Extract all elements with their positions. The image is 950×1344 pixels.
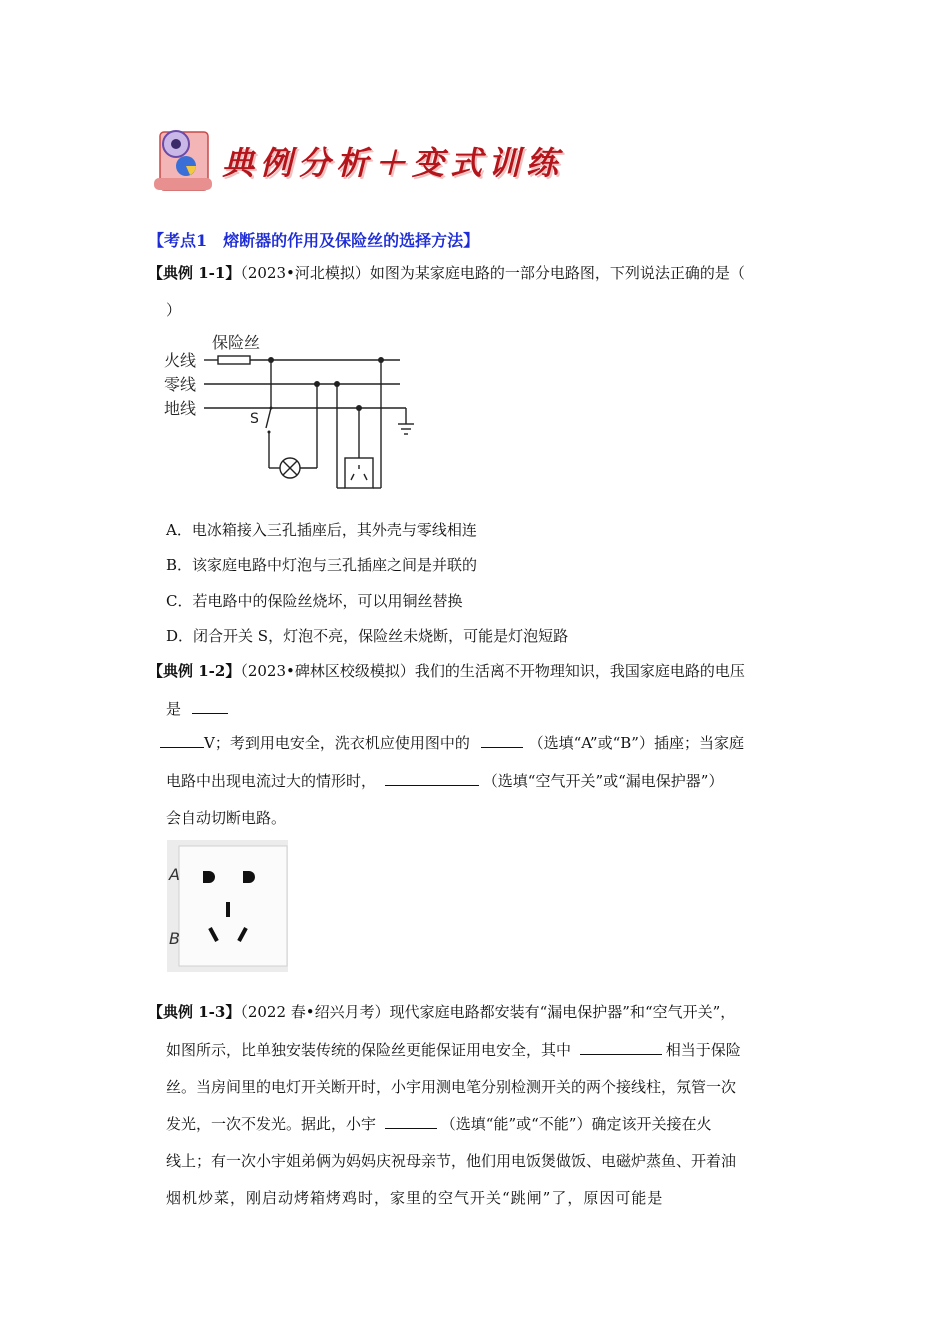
fuse-symbol: [218, 356, 250, 364]
ex2-line2: [166, 699, 228, 719]
ex3-line5: 线上；有一次小宇姐弟俩为妈妈庆祝母亲节，他们用电饭煲做饭、电磁炉蒸鱼、开着油: [166, 1152, 737, 1170]
live-wire-label: 火线: [164, 351, 197, 370]
ex1-tag: 【典例 1-1】: [148, 264, 241, 282]
ex2-line3: [160, 733, 744, 753]
ex1-close-paren: ）: [166, 301, 182, 319]
ex2-text5: 会自动切断电路。: [166, 809, 287, 827]
ex2-text3b: （选填“A”或“B”）插座；当家庭: [528, 734, 744, 752]
socket-photo: [167, 840, 288, 972]
ex3-tag: 【典例 1-3】: [148, 1003, 241, 1021]
ex2-source: （2023•碑林区校级模拟）: [240, 662, 415, 680]
ex2-blank-device[interactable]: [385, 771, 479, 786]
ex2-tag: 【典例 1-2】: [148, 662, 241, 680]
socket-label-b: B: [169, 929, 180, 948]
ex2-text3a: V；考到用电安全，洗衣机应使用图中的: [204, 734, 470, 752]
topic-heading: 【考点1 熔断器的作用及保险丝的选择方法】: [148, 231, 480, 250]
banner-title: 典例分析＋变式训练: [222, 144, 565, 182]
socket-symbol: [345, 458, 373, 488]
ex3-line2a: 如图所示，比单独安装传统的保险丝更能保证用电安全，其中: [166, 1041, 572, 1059]
ex1-option-d: D．闭合开关 S，灯泡不亮，保险丝未烧断，可能是灯泡短路: [166, 627, 569, 645]
ex3-stem: [148, 1002, 735, 1022]
ex3-source: （2022 春•绍兴月考）: [240, 1003, 390, 1021]
ex2-text4b: （选填“空气开关”或“漏电保护器”）: [482, 772, 724, 790]
ex3-blank-1[interactable]: [580, 1040, 662, 1055]
ex3-line1: 现代家庭电路都安装有“漏电保护器”和“空气开关”，: [389, 1003, 736, 1021]
ex2-blank-socket[interactable]: [481, 733, 523, 748]
ex2-text1: 我们的生活离不开物理知识，我国家庭电路的电压: [414, 662, 745, 680]
ex3-line6: 烟机炒菜，刚启动烤箱烤鸡时，家里的空气开关“跳闸”了，原因可能是: [166, 1189, 664, 1207]
ex1-option-a: A．电冰箱接入三孔插座后，其外壳与零线相连: [166, 521, 477, 539]
ex1-stem: [148, 263, 745, 283]
ex3-line4b: （选填“能”或“不能”）确定该开关接在火: [440, 1115, 712, 1133]
ex3-line3: 丝。当房间里的电灯开关断开时，小宇用测电笔分别检测开关的两个接线柱，氖管一次: [166, 1078, 737, 1096]
ex2-text4a: 电路中出现电流过大的情形时，: [166, 772, 377, 790]
ex2-blank-voltage[interactable]: [160, 733, 204, 748]
ex2-blank-1[interactable]: [192, 699, 228, 714]
neutral-wire-label: 零线: [164, 375, 197, 394]
circuit-diagram: [160, 328, 425, 498]
ex2-stem: [148, 661, 745, 681]
fuse-label: 保险丝: [212, 333, 261, 352]
socket-label-a: A: [169, 865, 180, 884]
switch-symbol: [266, 408, 271, 428]
ex1-option-c: C．若电路中的保险丝烧坏，可以用铜丝替换: [166, 592, 463, 610]
ex1-source: （2023•河北模拟）: [240, 264, 370, 282]
ex3-line4a: 发光，一次不发光。据此，小宇: [166, 1115, 377, 1133]
ex3-blank-2[interactable]: [385, 1114, 437, 1129]
socket-b-top-hole: [226, 902, 230, 917]
socket-a-left-hole: [203, 871, 209, 883]
ex2-line4: [166, 771, 723, 791]
ex2-text2a: 是: [166, 700, 182, 718]
ex3-line2b: 相当于保险: [665, 1041, 741, 1059]
ground-wire-label: 地线: [164, 399, 197, 418]
socket-a-right-hole: [243, 871, 249, 883]
ex1-option-b: B．该家庭电路中灯泡与三孔插座之间是并联的: [166, 556, 478, 574]
ex1-text: 如图为某家庭电路的一部分电路图，下列说法正确的是（: [369, 264, 745, 282]
ex3-line4: [166, 1114, 711, 1134]
ex3-line2: [166, 1040, 741, 1060]
switch-label: S: [250, 411, 259, 427]
